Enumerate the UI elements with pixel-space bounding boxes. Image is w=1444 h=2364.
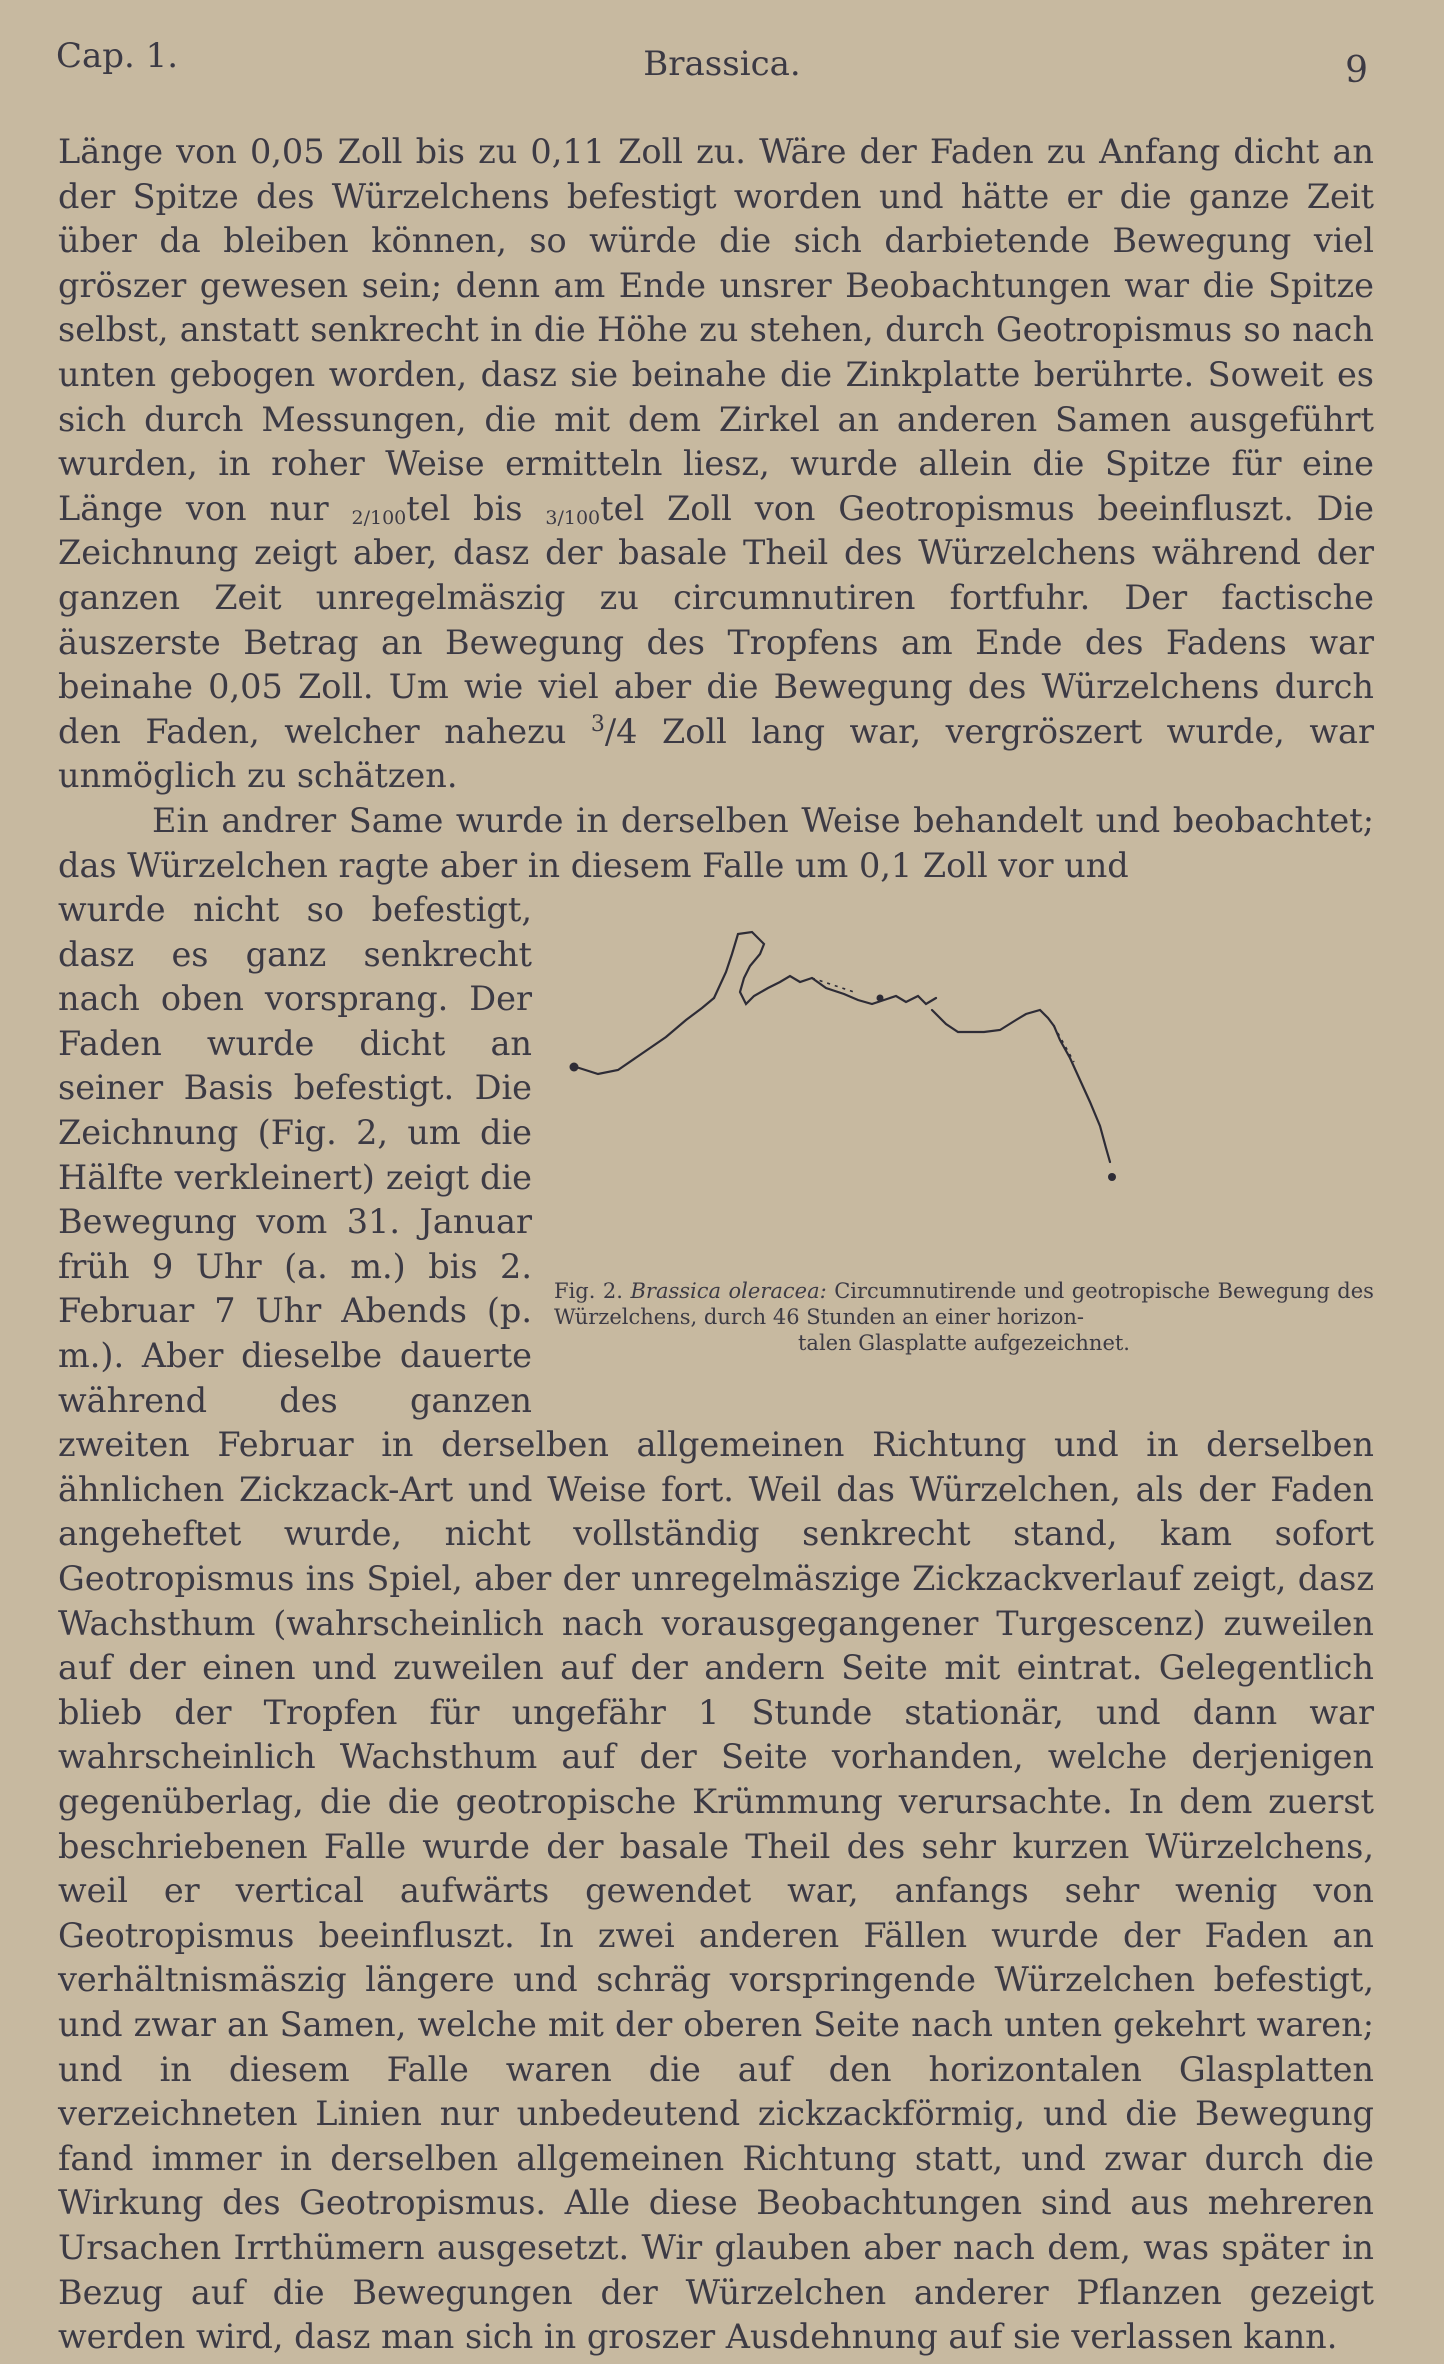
- tracing-segment-tail: [1054, 1026, 1110, 1162]
- body-text: [58, 130, 1374, 2360]
- paragraph-1-end: Zoll lang war, vergröszert wurde, war unmöglich zu schätzen.: [58, 711, 1374, 796]
- fraction-2: 3/100: [545, 506, 601, 529]
- figure-caption-main: Circumnutirende und geotropische Bewegung des Würzelchens, durch 46 Stunden an einer horizon-: [554, 1279, 1374, 1330]
- tracing-segment-right: [932, 1010, 1054, 1032]
- tracing-loop-dot: [877, 995, 884, 1002]
- tracing-start-dot: [570, 1063, 579, 1072]
- paragraph-1-text: Länge von 0,05 Zoll bis zu 0,11 Zoll zu. Wäre der Faden zu Anfang dicht an der Spitze des Würzelchens befestigt worden und hätte er die ganze Zeit über da bleiben können, so würde die sich darbietende Bewegung viel gröszer gewesen sein; denn am Ende unsrer Beobachtungen war die Spitze selbst, anstatt senkrecht in die Höhe zu stehen, durch Geotropismus so nach unten gebogen worden, dasz sie beinahe die Zinkplatte berührte. Soweit es sich durch Messungen, die mit dem Zirkel an anderen Samen ausgeführt wurden, in roher Weise ermitteln liesz, wurde allein die Spitze für eine Länge von nur: [58, 132, 1374, 528]
- paragraph-2-start: Ein andrer Same wurde in derselben Weise behandelt und beobachtet; das Würzelchen ragte aber in diesem Falle um 0,1 Zoll vor und: [58, 800, 1374, 885]
- figure-2: [554, 892, 1374, 1382]
- paragraph-1-cont: tel Zoll von Geotropismus beeinfluszt. Die Zeichnung zeigt aber, dasz der basale Theil des Würzelchens während der ganzen Zeit unregelmäszig zu circumnutiren fortfuhr. Der factische äuszerste Betrag an Bewegung des Tropfens am Ende des Fadens war beinahe 0,05 Zoll. Um wie viel aber die Bewegung des Würzelchens durch den Faden, welcher nahezu: [58, 488, 1374, 751]
- figure-caption-last: talen Glasplatte aufgezeichnet.: [797, 1331, 1130, 1356]
- paragraph-1-mid: tel bis: [406, 488, 523, 528]
- fraction-1: 2/100: [351, 506, 407, 529]
- page-number: 9: [1345, 50, 1368, 91]
- running-title: Brassica.: [643, 44, 801, 84]
- tracing-segment-middle: [812, 978, 936, 1004]
- figure-label: Fig. 2.: [554, 1279, 623, 1304]
- tracing-segment-loop: [714, 932, 812, 1004]
- tracing-end-dot: [1108, 1173, 1116, 1181]
- figure-caption: [554, 1278, 1374, 1356]
- fraction-denominator: /4: [604, 711, 638, 751]
- chapter-header: Cap. 1.: [56, 36, 179, 76]
- paragraph-1: [58, 130, 1374, 799]
- figure-species: Brassica oleracea:: [630, 1279, 827, 1304]
- tracing-segment-base: [576, 998, 714, 1074]
- paragraph-2-wrapped: wurde nicht so befestigt, dasz es ganz senkrecht nach oben vorsprang. Der Faden wurde dicht an seiner Basis befestigt. Die Zeichnung (Fig. 2, um die Hälfte verkleinert) zeigt die Bewegung vom 31. Januar früh 9 Uhr (a. m.) bis 2. Februar 7 Uhr Abends (p. m.). Aber dieselbe dauerte während des ganzen zweiten Februar in derselben allgemeinen Richtung und in derselben ähnlichen Zickzack-Art und Weise fort. Weil das Würzelchen, als der Faden angeheftet wurde, nicht vollständig senkrecht stand, kam sofort Geotropismus ins Spiel, aber der unregelmäszige Zickzackverlauf zeigt, dasz Wachsthum (wahrscheinlich nach vorausgegangener Turgescenz) zuweilen auf der einen und zuweilen auf der andern Seite mit eintrat. Gelegentlich blieb der Tropfen für ungefähr 1 Stunde stationär, und dann war wahrscheinlich Wachsthum auf der Seite vorhanden, welche derjenigen gegenüberlag, die die geotropische Krümmung verursachte. In dem zuerst beschriebenen Falle wurde der basale Theil des sehr kurzen Würzelchens, weil er vertical aufwärts gewendet war, anfangs sehr wenig von Geotropismus beeinfluszt. In zwei anderen Fällen wurde der Faden an verhältnismäszig längere und schräg vorspringende Würzelchen befestigt, und zwar an Samen, welche mit der oberen Seite nach unten gekehrt waren; und in diesem Falle waren die auf den horizontalen Glasplatten verzeichneten Linien nur unbedeutend zickzackförmig, und die Bewegung fand immer in derselben allgemeinen Richtung statt, und zwar durch die Wirkung des Geotropismus. Alle diese Beobachtungen sind aus mehreren Ursachen Irrthümern ausgesetzt. Wir glauben aber nach dem, was später in Bezug auf die Bewegungen der Würzelchen anderer Pflanzen gezeigt werden wird, dasz man sich in groszer Ausdehnung auf sie verlassen kann.: [58, 890, 1374, 2357]
- fraction-numerator: 3: [590, 711, 605, 737]
- movement-tracing: [554, 892, 1374, 1292]
